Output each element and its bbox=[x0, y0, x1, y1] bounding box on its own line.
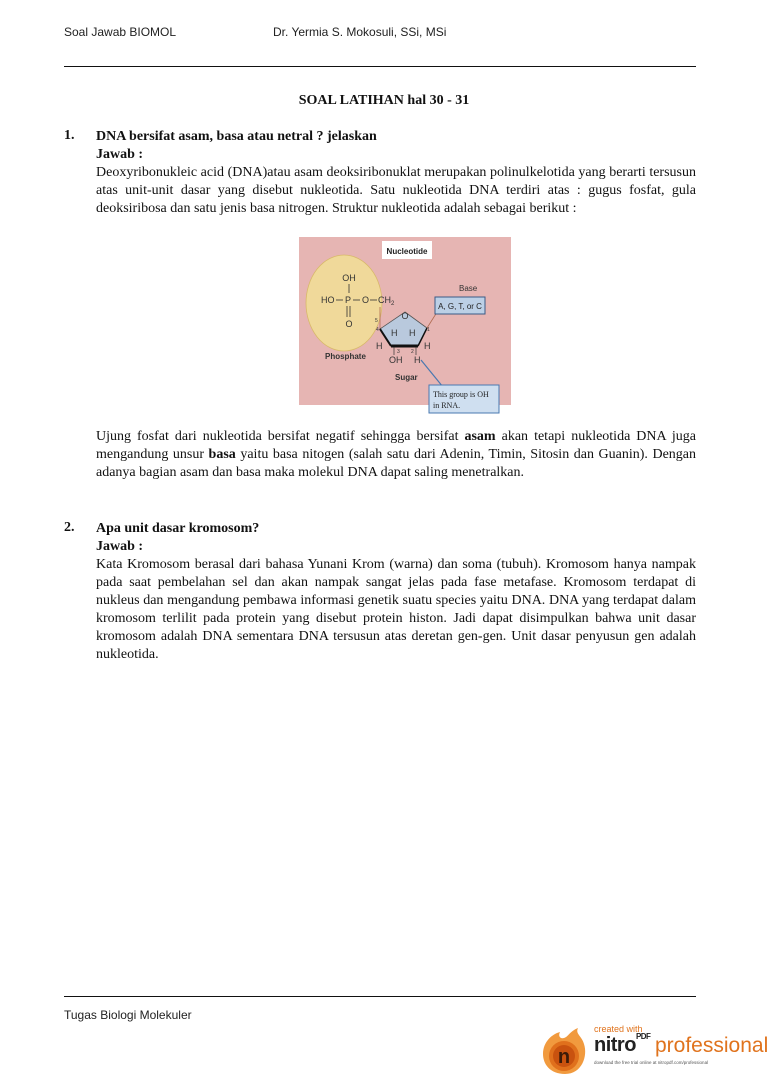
badge-brand bbox=[594, 1034, 650, 1057]
svg-text:P: P bbox=[345, 295, 352, 305]
svg-text:HO: HO bbox=[321, 295, 335, 305]
answer-conclusion bbox=[96, 428, 696, 482]
badge-product: professional bbox=[655, 1034, 768, 1057]
svg-text:O: O bbox=[345, 319, 353, 329]
svg-text:3: 3 bbox=[397, 349, 400, 355]
svg-text:O: O bbox=[401, 311, 409, 321]
svg-text:H: H bbox=[409, 328, 416, 338]
nucleotide-figure bbox=[299, 237, 511, 423]
nitro-pdf-badge[interactable] bbox=[540, 1022, 768, 1078]
svg-text:5: 5 bbox=[375, 318, 378, 324]
svg-text:H: H bbox=[424, 341, 431, 351]
page-title: SOAL LATIHAN hal 30 - 31 bbox=[298, 93, 470, 108]
svg-text:A, G, T, or C: A, G, T, or C bbox=[438, 302, 482, 311]
phosphate-group-shape bbox=[306, 255, 382, 351]
answer-text: yaitu basa nitogen (salah satu dari Adenin, Timin, Sitosin dan Guanin). Dengan adanya bagian asam dan basa maka molekul DNA dapat saling menetralkan. bbox=[96, 447, 696, 480]
answer-text: akan tetapi nukleotida DNA juga mengandung unsur bbox=[96, 429, 696, 462]
answer-label: Jawab : bbox=[96, 539, 144, 554]
svg-text:OH: OH bbox=[342, 273, 356, 283]
question-1 bbox=[64, 128, 696, 218]
page-header bbox=[64, 18, 696, 66]
header-author: Dr. Yermia S. Mokosuli, SSi, MSi bbox=[273, 25, 447, 39]
base-label: Base bbox=[459, 284, 478, 293]
svg-text:This group is OH: This group is OH bbox=[433, 390, 489, 399]
question-number: 1. bbox=[64, 128, 75, 143]
sugar-label: Sugar bbox=[395, 373, 418, 382]
nitro-logo-icon bbox=[540, 1026, 590, 1076]
svg-text:H: H bbox=[391, 328, 398, 338]
svg-text:in RNA.: in RNA. bbox=[433, 401, 461, 410]
phosphate-label: Phosphate bbox=[325, 352, 366, 361]
header-divider bbox=[64, 66, 696, 67]
svg-text:OH: OH bbox=[389, 355, 403, 365]
answer-intro: Deoxyribonukleic acid (DNA)atau asam deoksiribonuklat merupakan polinulkelotida yang berarti tersusun atas unit-unit dasar yang disebut nukleotida. Satu nukleotida DNA terdiri atas : gugus fosfat, gula deoksiribosa dan satu jenis basa nitrogen. Struktur nukleotida adalah sebagai berikut : bbox=[96, 165, 696, 216]
svg-text:4: 4 bbox=[376, 327, 379, 333]
figure-title: Nucleotide bbox=[386, 247, 428, 256]
svg-text:CH2: $CH_2$ bbox=[378, 295, 395, 307]
answer-emphasis-base: basa bbox=[208, 447, 236, 462]
svg-text:n: n bbox=[557, 1046, 571, 1068]
question-number: 2. bbox=[64, 520, 75, 535]
badge-created-text: created with bbox=[594, 1024, 643, 1034]
svg-text:H: H bbox=[376, 341, 383, 351]
question-2 bbox=[64, 520, 696, 664]
footer-course: Tugas Biologi Molekuler bbox=[64, 1008, 192, 1022]
header-course: Soal Jawab BIOMOL bbox=[64, 25, 177, 39]
svg-text:O: O bbox=[362, 295, 370, 305]
badge-brand-name: nitro bbox=[594, 1034, 636, 1056]
svg-text:2: 2 bbox=[411, 349, 414, 355]
question-text: DNA bersifat asam, basa atau netral ? jelaskan bbox=[96, 129, 377, 144]
badge-brand-sup: PDF bbox=[635, 1032, 651, 1041]
badge-download-link[interactable]: download the free trial online at nitropdf.com/professional bbox=[594, 1060, 709, 1065]
answer-text: Ujung fosfat dari nukleotida bersifat negatif sehingga bersifat bbox=[96, 429, 465, 444]
svg-text:1: 1 bbox=[427, 327, 430, 333]
svg-text:H: H bbox=[414, 355, 421, 365]
footer-divider bbox=[64, 996, 696, 997]
answer-1-continuation bbox=[64, 428, 696, 482]
answer-label: Jawab : bbox=[96, 147, 144, 162]
answer-emphasis-acid: asam bbox=[464, 429, 496, 444]
answer-text: Kata Kromosom berasal dari bahasa Yunani Krom (warna) dan soma (tubuh). Kromosom hanya nampak pada saat pembelahan sel dan akan nampak sangat jelas pada fase metafase. Kromosom terdapat di nukleus dan mengandung pembawa informasi genetik suatu species yaitu DNA. DNA yang terdapat dalam kromosom terlilit pada protein yang disebut protein histon. Jadi dapat disimpulkan bahwa unit dasar kromosom adalah DNA sementara DNA tersusun atas deretan gen-gen. Unit dasar penyusun gen adalah nukleotida. bbox=[96, 557, 696, 662]
question-text: Apa unit dasar kromosom? bbox=[96, 521, 260, 536]
